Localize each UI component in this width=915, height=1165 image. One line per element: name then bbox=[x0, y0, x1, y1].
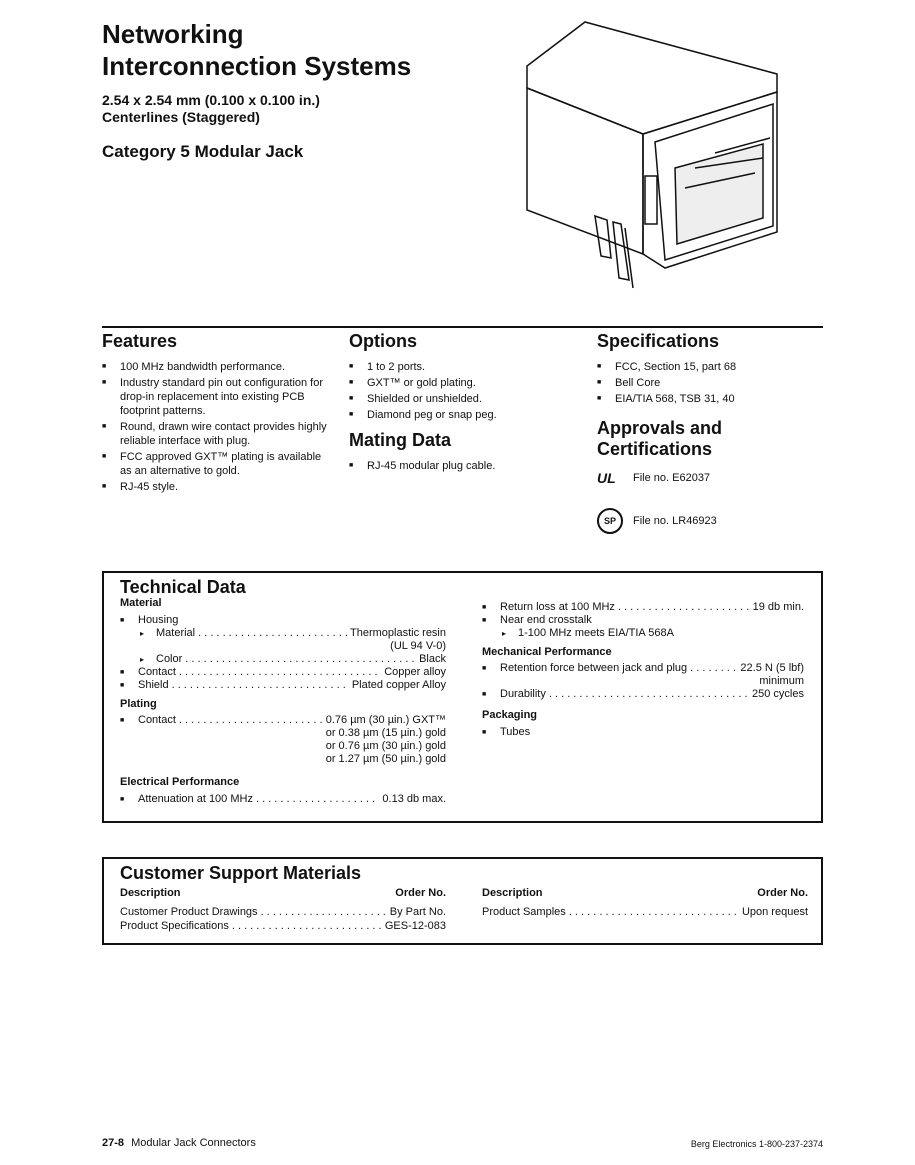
mating-heading: Mating Data bbox=[349, 430, 452, 450]
section-divider bbox=[102, 326, 823, 328]
technical-left-column bbox=[120, 597, 446, 806]
options-list bbox=[349, 360, 579, 422]
features-section bbox=[102, 331, 332, 496]
support-header-row: Description Order No. bbox=[120, 887, 446, 899]
dimensions-subtitle: 2.54 x 2.54 mm (0.100 x 0.100 in.) Centerlines (Staggered) bbox=[102, 92, 320, 125]
list-item: ■ GXT™ or gold plating. bbox=[349, 376, 579, 390]
shield-row: ■ Shield . . . Plated copper Alloy bbox=[120, 679, 446, 692]
retention-row: ■ Retention force between jack and plug . . . 22.5 N (5 lbf) bbox=[482, 662, 804, 675]
plating-value-row: or 0.76 µm (30 µin.) gold bbox=[325, 740, 446, 752]
support-left-table bbox=[120, 887, 446, 933]
material-row: ▸ Material . . . Thermoplastic resin bbox=[120, 627, 446, 640]
attenuation-row: ■ Attenuation at 100 MHz . . . 0.13 db max. bbox=[120, 793, 446, 806]
list-item: ■ Industry standard pin out configuration for drop-in replacement into existing PCB footprint patterns. bbox=[102, 376, 332, 418]
specifications-section bbox=[597, 331, 823, 534]
support-header-row: Description Order No. bbox=[482, 887, 808, 899]
footer-left bbox=[102, 1137, 256, 1149]
customer-support-box bbox=[102, 857, 823, 945]
color-row: ▸ Color . . . Black bbox=[120, 653, 446, 666]
crosstalk-sub-row: ▸ 1-100 MHz meets EIA/TIA 568A bbox=[482, 627, 804, 640]
list-item: ■ Round, drawn wire contact provides highly reliable interface with plug. bbox=[102, 420, 332, 448]
plating-value-row: or 1.27 µm (50 µin.) gold bbox=[325, 753, 446, 765]
features-heading: Features bbox=[102, 331, 178, 351]
list-item: ■ 100 MHz bandwidth performance. bbox=[102, 360, 332, 374]
page-title: Networking Interconnection Systems bbox=[102, 19, 412, 81]
list-item: ■ Bell Core bbox=[597, 376, 823, 390]
technical-right-column bbox=[482, 601, 804, 739]
technical-data-title: Technical Data bbox=[120, 577, 246, 597]
ul-file-number: File no. E62037 bbox=[633, 472, 711, 484]
options-section bbox=[349, 331, 579, 475]
mechanical-heading: Mechanical Performance bbox=[482, 646, 612, 658]
table-row: Product Specifications . . . GES-12-083 bbox=[120, 920, 446, 933]
material-row-cont: (UL 94 V-0) bbox=[390, 640, 446, 652]
housing-item: ■ Housing bbox=[120, 614, 446, 627]
ul-logo-icon: UL bbox=[597, 470, 616, 486]
footer-section: Modular Jack Connectors bbox=[131, 1137, 256, 1149]
table-row: Customer Product Drawings . . . By Part No. bbox=[120, 906, 446, 919]
packaging-heading: Packaging bbox=[482, 709, 538, 721]
durability-row: ■ Durability . . . 250 cycles bbox=[482, 688, 804, 701]
list-item: ■ Diamond peg or snap peg. bbox=[349, 408, 579, 422]
tubes-row: ■ Tubes bbox=[482, 726, 804, 739]
plating-value-row: or 0.38 µm (15 µin.) gold bbox=[325, 727, 446, 739]
list-item: ■ Shielded or unshielded. bbox=[349, 392, 579, 406]
electrical-heading: Electrical Performance bbox=[120, 776, 240, 788]
material-heading: Material bbox=[120, 597, 162, 609]
approvals-heading: Approvals and Certifications bbox=[597, 418, 723, 459]
list-item: ■ 1 to 2 ports. bbox=[349, 360, 579, 374]
product-name: Category 5 Modular Jack bbox=[102, 142, 304, 161]
retention-row-cont: minimum bbox=[759, 675, 804, 687]
mating-list bbox=[349, 459, 579, 473]
customer-support-title: Customer Support Materials bbox=[120, 863, 362, 883]
plating-heading: Plating bbox=[120, 698, 157, 710]
list-item: ■ FCC approved GXT™ plating is available as an alternative to gold. bbox=[102, 450, 332, 478]
plating-contact-row: ■ Contact . . . 0.76 µm (30 µin.) GXT™ bbox=[120, 714, 446, 727]
options-heading: Options bbox=[349, 331, 417, 351]
csa-logo-icon: SP bbox=[597, 508, 633, 534]
table-row: Product Samples . . . Upon request bbox=[482, 906, 808, 919]
footer-company: Berg Electronics 1-800-237-2374 bbox=[690, 1139, 823, 1149]
list-item: ■ RJ-45 style. bbox=[102, 480, 332, 494]
specifications-heading: Specifications bbox=[597, 331, 720, 351]
csa-file-number: File no. LR46923 bbox=[633, 515, 717, 527]
contact-row: ■ Contact . . . Copper alloy bbox=[120, 666, 446, 679]
page-number: 27-8 bbox=[102, 1137, 125, 1149]
list-item: ■ EIA/TIA 568, TSB 31, 40 bbox=[597, 392, 823, 406]
list-item: ■ RJ-45 modular plug cable. bbox=[349, 459, 579, 473]
modular-jack-illustration bbox=[515, 18, 785, 290]
features-list bbox=[102, 360, 332, 494]
support-right-table bbox=[482, 887, 808, 919]
return-loss-row: ■ Return loss at 100 MHz . . . 19 db min. bbox=[482, 601, 804, 614]
csa-approval bbox=[597, 508, 823, 534]
ul-approval bbox=[597, 470, 823, 486]
list-item: ■ FCC, Section 15, part 68 bbox=[597, 360, 823, 374]
specifications-list bbox=[597, 360, 823, 406]
crosstalk-row: ■ Near end crosstalk bbox=[482, 614, 804, 627]
technical-data-box bbox=[102, 571, 823, 823]
